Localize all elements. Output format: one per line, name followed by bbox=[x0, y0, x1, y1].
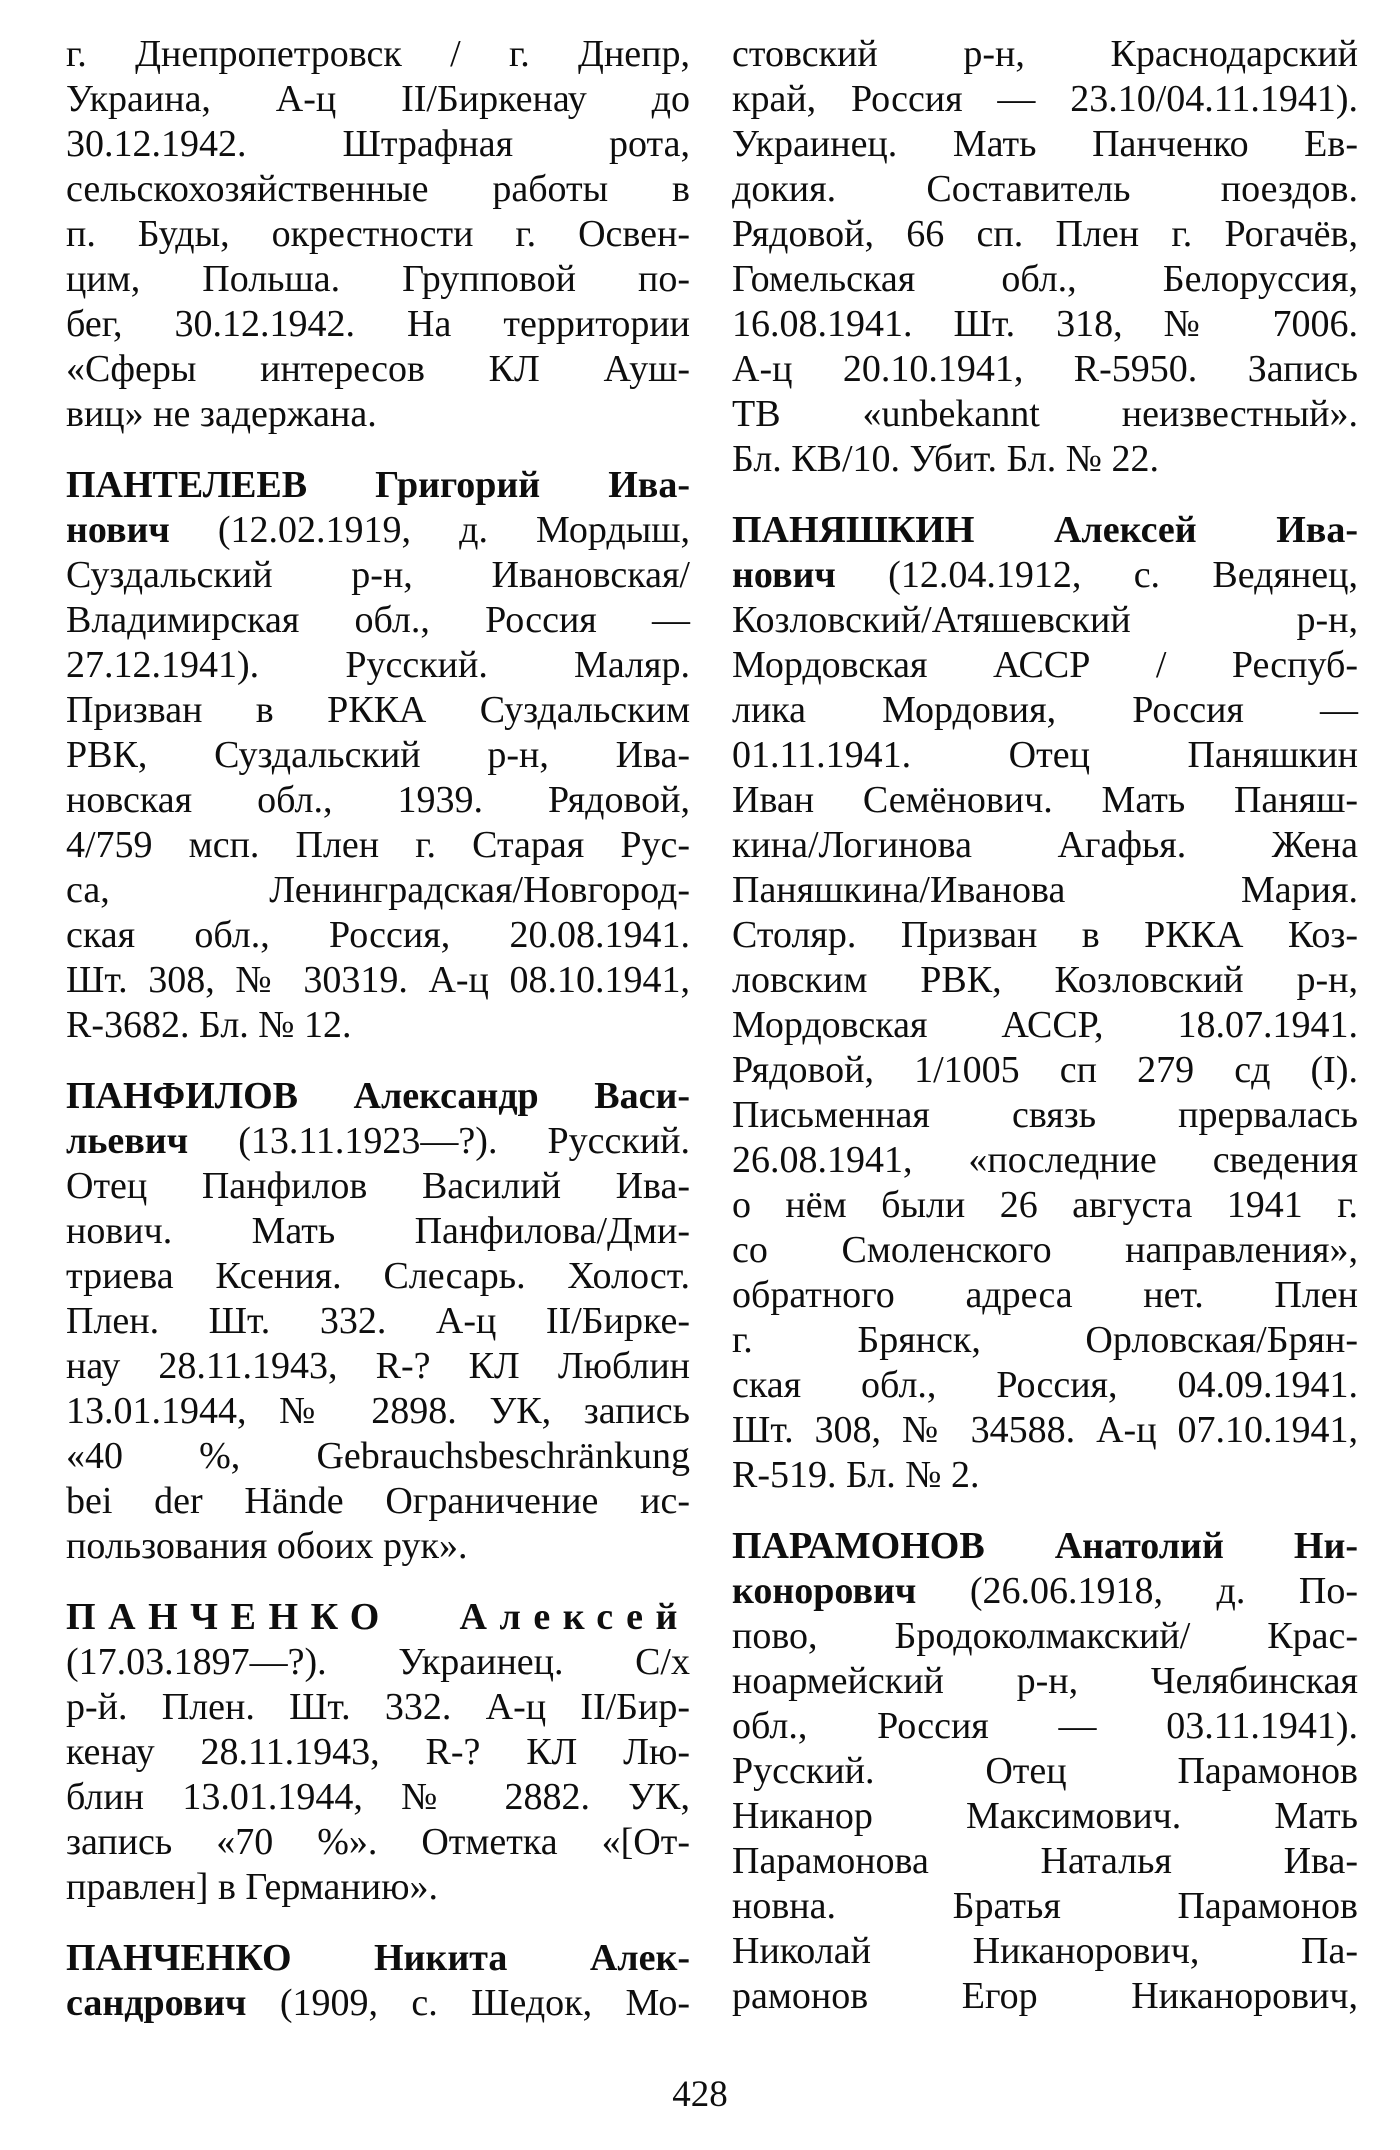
text-line bbox=[732, 1524, 1358, 1569]
text-line: Бл. КВ/10. Убит. Бл. № 22. bbox=[732, 438, 1159, 480]
text-line: Плен. Шт. 332. А-ц II/Бирке- bbox=[66, 1300, 690, 1342]
text-line: ноармейский р-н, Челябинская bbox=[732, 1660, 1358, 1702]
text-line: пользования обоих рук». bbox=[66, 1525, 468, 1567]
text-line: г. Брянск, Орловская/Брян- bbox=[732, 1319, 1358, 1361]
entry-name-bold: нович bbox=[732, 554, 836, 596]
entry-paragraph bbox=[66, 1595, 690, 1910]
text-line: нович (12.02.1919, д. Мордыш, bbox=[66, 509, 690, 551]
text-line bbox=[66, 1074, 690, 1119]
text-line: Украинец. Мать Панченко Ев- bbox=[732, 123, 1358, 165]
text-line: обл., Россия — 03.11.1941). bbox=[732, 1705, 1358, 1747]
text-line: сандрович (1909, с. Шедок, Мо- bbox=[66, 1982, 690, 2024]
text-line bbox=[66, 1936, 690, 1981]
text-line: Паняшкина/Иванова Мария. bbox=[732, 869, 1358, 911]
text-line: новская обл., 1939. Рядовой, bbox=[66, 779, 690, 821]
entry-paragraph bbox=[66, 32, 690, 437]
text-line: 16.08.1941. Шт. 318, № 7006. bbox=[732, 303, 1358, 345]
text-line bbox=[66, 463, 690, 508]
text-line: Николай Никанорович, Па- bbox=[732, 1930, 1358, 1972]
text-line: Рядовой, 1/1005 сп 279 сд (I). bbox=[732, 1049, 1358, 1091]
text-line: бег, 30.12.1942. На территории bbox=[66, 303, 690, 345]
text-line: bei der Hände Ограничение ис- bbox=[66, 1480, 690, 1522]
text-line bbox=[732, 508, 1358, 553]
entry-name-bold: конорович bbox=[732, 1570, 917, 1612]
text-line: стовский р-н, Краснодарский bbox=[732, 33, 1358, 75]
entry-paragraph bbox=[732, 508, 1358, 1498]
text-line: пово, Бродоколмакский/ Крас- bbox=[732, 1615, 1358, 1657]
text-line: Парамонова Наталья Ива- bbox=[732, 1840, 1358, 1882]
text-line: Иван Семёнович. Мать Паняш- bbox=[732, 779, 1358, 821]
text-line: г. Днепропетровск / г. Днепр, bbox=[66, 33, 690, 75]
text-line: R-519. Бл. № 2. bbox=[732, 1454, 980, 1496]
entry-paragraph bbox=[66, 1936, 690, 2026]
text-line: Суздальский р-н, Ивановская/ bbox=[66, 554, 690, 596]
text-line: новна. Братья Парамонов bbox=[732, 1885, 1358, 1927]
text-line: Козловский/Атяшевский р-н, bbox=[732, 599, 1358, 641]
text-line: обратного адреса нет. Плен bbox=[732, 1274, 1358, 1316]
entry-paragraph bbox=[732, 1524, 1358, 2019]
entry-name-bold: ПАРАМОНОВ Анатолий Ни- bbox=[732, 1525, 1358, 1567]
entry-paragraph bbox=[66, 1074, 690, 1569]
text-line: Столяр. Призван в РККА Коз- bbox=[732, 914, 1358, 956]
text-line: докия. Составитель поездов. bbox=[732, 168, 1358, 210]
entry-name-bold: сандрович bbox=[66, 1982, 247, 2024]
text-line: запись «70 %». Отметка «[От- bbox=[66, 1821, 690, 1863]
text-line bbox=[66, 1595, 690, 1640]
text-line: сельскохозяйственные работы в bbox=[66, 168, 690, 210]
text-line: блин 13.01.1944, № 2882. УК, bbox=[66, 1776, 690, 1818]
entry-name-bold: ПАНЧЕНКО Алексей bbox=[66, 1596, 690, 1638]
entry-name-bold: нович bbox=[66, 509, 170, 551]
text-line: Шт. 308, № 34588. А-ц 07.10.1941, bbox=[732, 1409, 1358, 1451]
text-line: рамонов Егор Никанорович, bbox=[732, 1975, 1358, 2017]
text-line: «Сферы интересов КЛ Ауш- bbox=[66, 348, 690, 390]
text-line: Шт. 308, № 30319. А-ц 08.10.1941, bbox=[66, 959, 690, 1001]
entry-name-bold: ПАНЯШКИН Алексей Ива- bbox=[732, 509, 1358, 551]
left-column bbox=[66, 32, 690, 2026]
text-line: триева Ксения. Слесарь. Холост. bbox=[66, 1255, 690, 1297]
text-line: виц» не задержана. bbox=[66, 393, 377, 435]
text-line: Мордовская АССР, 18.07.1941. bbox=[732, 1004, 1358, 1046]
text-line: «40 %, Gebrauchsbeschränkung bbox=[66, 1435, 690, 1477]
entry-paragraph bbox=[66, 463, 690, 1048]
text-line: Русский. Отец Парамонов bbox=[732, 1750, 1358, 1792]
text-line: А-ц 20.10.1941, R-5950. Запись bbox=[732, 348, 1358, 390]
page-number: 428 bbox=[672, 2074, 728, 2115]
text-line: РВК, Суздальский р-н, Ива- bbox=[66, 734, 690, 776]
text-line: ская обл., Россия, 20.08.1941. bbox=[66, 914, 690, 956]
text-line: цим, Польша. Групповой по- bbox=[66, 258, 690, 300]
text-line: Гомельская обл., Белоруссия, bbox=[732, 258, 1358, 300]
text-line: конорович (26.06.1918, д. По- bbox=[732, 1570, 1358, 1612]
text-line: ская обл., Россия, 04.09.1941. bbox=[732, 1364, 1358, 1406]
text-line: Письменная связь прервалась bbox=[732, 1094, 1358, 1136]
text-line: р-й. Плен. Шт. 332. А-ц II/Бир- bbox=[66, 1686, 690, 1728]
right-column bbox=[732, 32, 1358, 2019]
text-line: са, Ленинградская/Новгород- bbox=[66, 869, 690, 911]
text-line: п. Буды, окрестности г. Освен- bbox=[66, 213, 690, 255]
entry-paragraph bbox=[732, 32, 1358, 482]
text-line: Отец Панфилов Василий Ива- bbox=[66, 1165, 690, 1207]
text-line: лика Мордовия, Россия — bbox=[732, 689, 1358, 731]
entry-name-bold: льевич bbox=[66, 1120, 189, 1162]
text-line: нович (12.04.1912, с. Ведянец, bbox=[732, 554, 1358, 596]
text-line: 13.01.1944, № 2898. УК, запись bbox=[66, 1390, 690, 1432]
text-line: R-3682. Бл. № 12. bbox=[66, 1004, 352, 1046]
text-line: ловским РВК, Козловский р-н, bbox=[732, 959, 1358, 1001]
text-line: Никанор Максимович. Мать bbox=[732, 1795, 1358, 1837]
text-line: Владимирская обл., Россия — bbox=[66, 599, 690, 641]
entry-name-bold: ПАНЧЕНКО Никита Алек- bbox=[66, 1937, 690, 1979]
text-line: Призван в РККА Суздальским bbox=[66, 689, 690, 731]
text-line: (17.03.1897—?). Украинец. С/х bbox=[66, 1641, 690, 1683]
text-line: Украина, А-ц II/Биркенау до bbox=[66, 78, 690, 120]
text-line: правлен] в Германию». bbox=[66, 1866, 438, 1908]
text-line: кина/Логинова Агафья. Жена bbox=[732, 824, 1358, 866]
text-line: Рядовой, 66 сп. Плен г. Рогачёв, bbox=[732, 213, 1358, 255]
text-line: 27.12.1941). Русский. Маляр. bbox=[66, 644, 690, 686]
text-line: 4/759 мсп. Плен г. Старая Рус- bbox=[66, 824, 690, 866]
text-line: 30.12.1942. Штрафная рота, bbox=[66, 123, 690, 165]
text-line: Мордовская АССР / Респуб- bbox=[732, 644, 1358, 686]
text-line: 26.08.1941, «последние сведения bbox=[732, 1139, 1358, 1181]
text-line: 01.11.1941. Отец Паняшкин bbox=[732, 734, 1358, 776]
entry-name-bold: ПАНФИЛОВ Александр Васи- bbox=[66, 1075, 690, 1117]
text-line: кенау 28.11.1943, R-? КЛ Лю- bbox=[66, 1731, 690, 1773]
text-line: край, Россия — 23.10/04.11.1941). bbox=[732, 78, 1358, 120]
entry-name-bold: ПАНТЕЛЕЕВ Григорий Ива- bbox=[66, 464, 690, 506]
text-line: нау 28.11.1943, R-? КЛ Люблин bbox=[66, 1345, 690, 1387]
text-line: о нём были 26 августа 1941 г. bbox=[732, 1184, 1358, 1226]
text-line: нович. Мать Панфилова/Дми- bbox=[66, 1210, 690, 1252]
text-line: со Смоленского направления», bbox=[732, 1229, 1358, 1271]
text-line: ТВ «unbekannt неизвестный». bbox=[732, 393, 1358, 435]
text-line: льевич (13.11.1923—?). Русский. bbox=[66, 1120, 690, 1162]
